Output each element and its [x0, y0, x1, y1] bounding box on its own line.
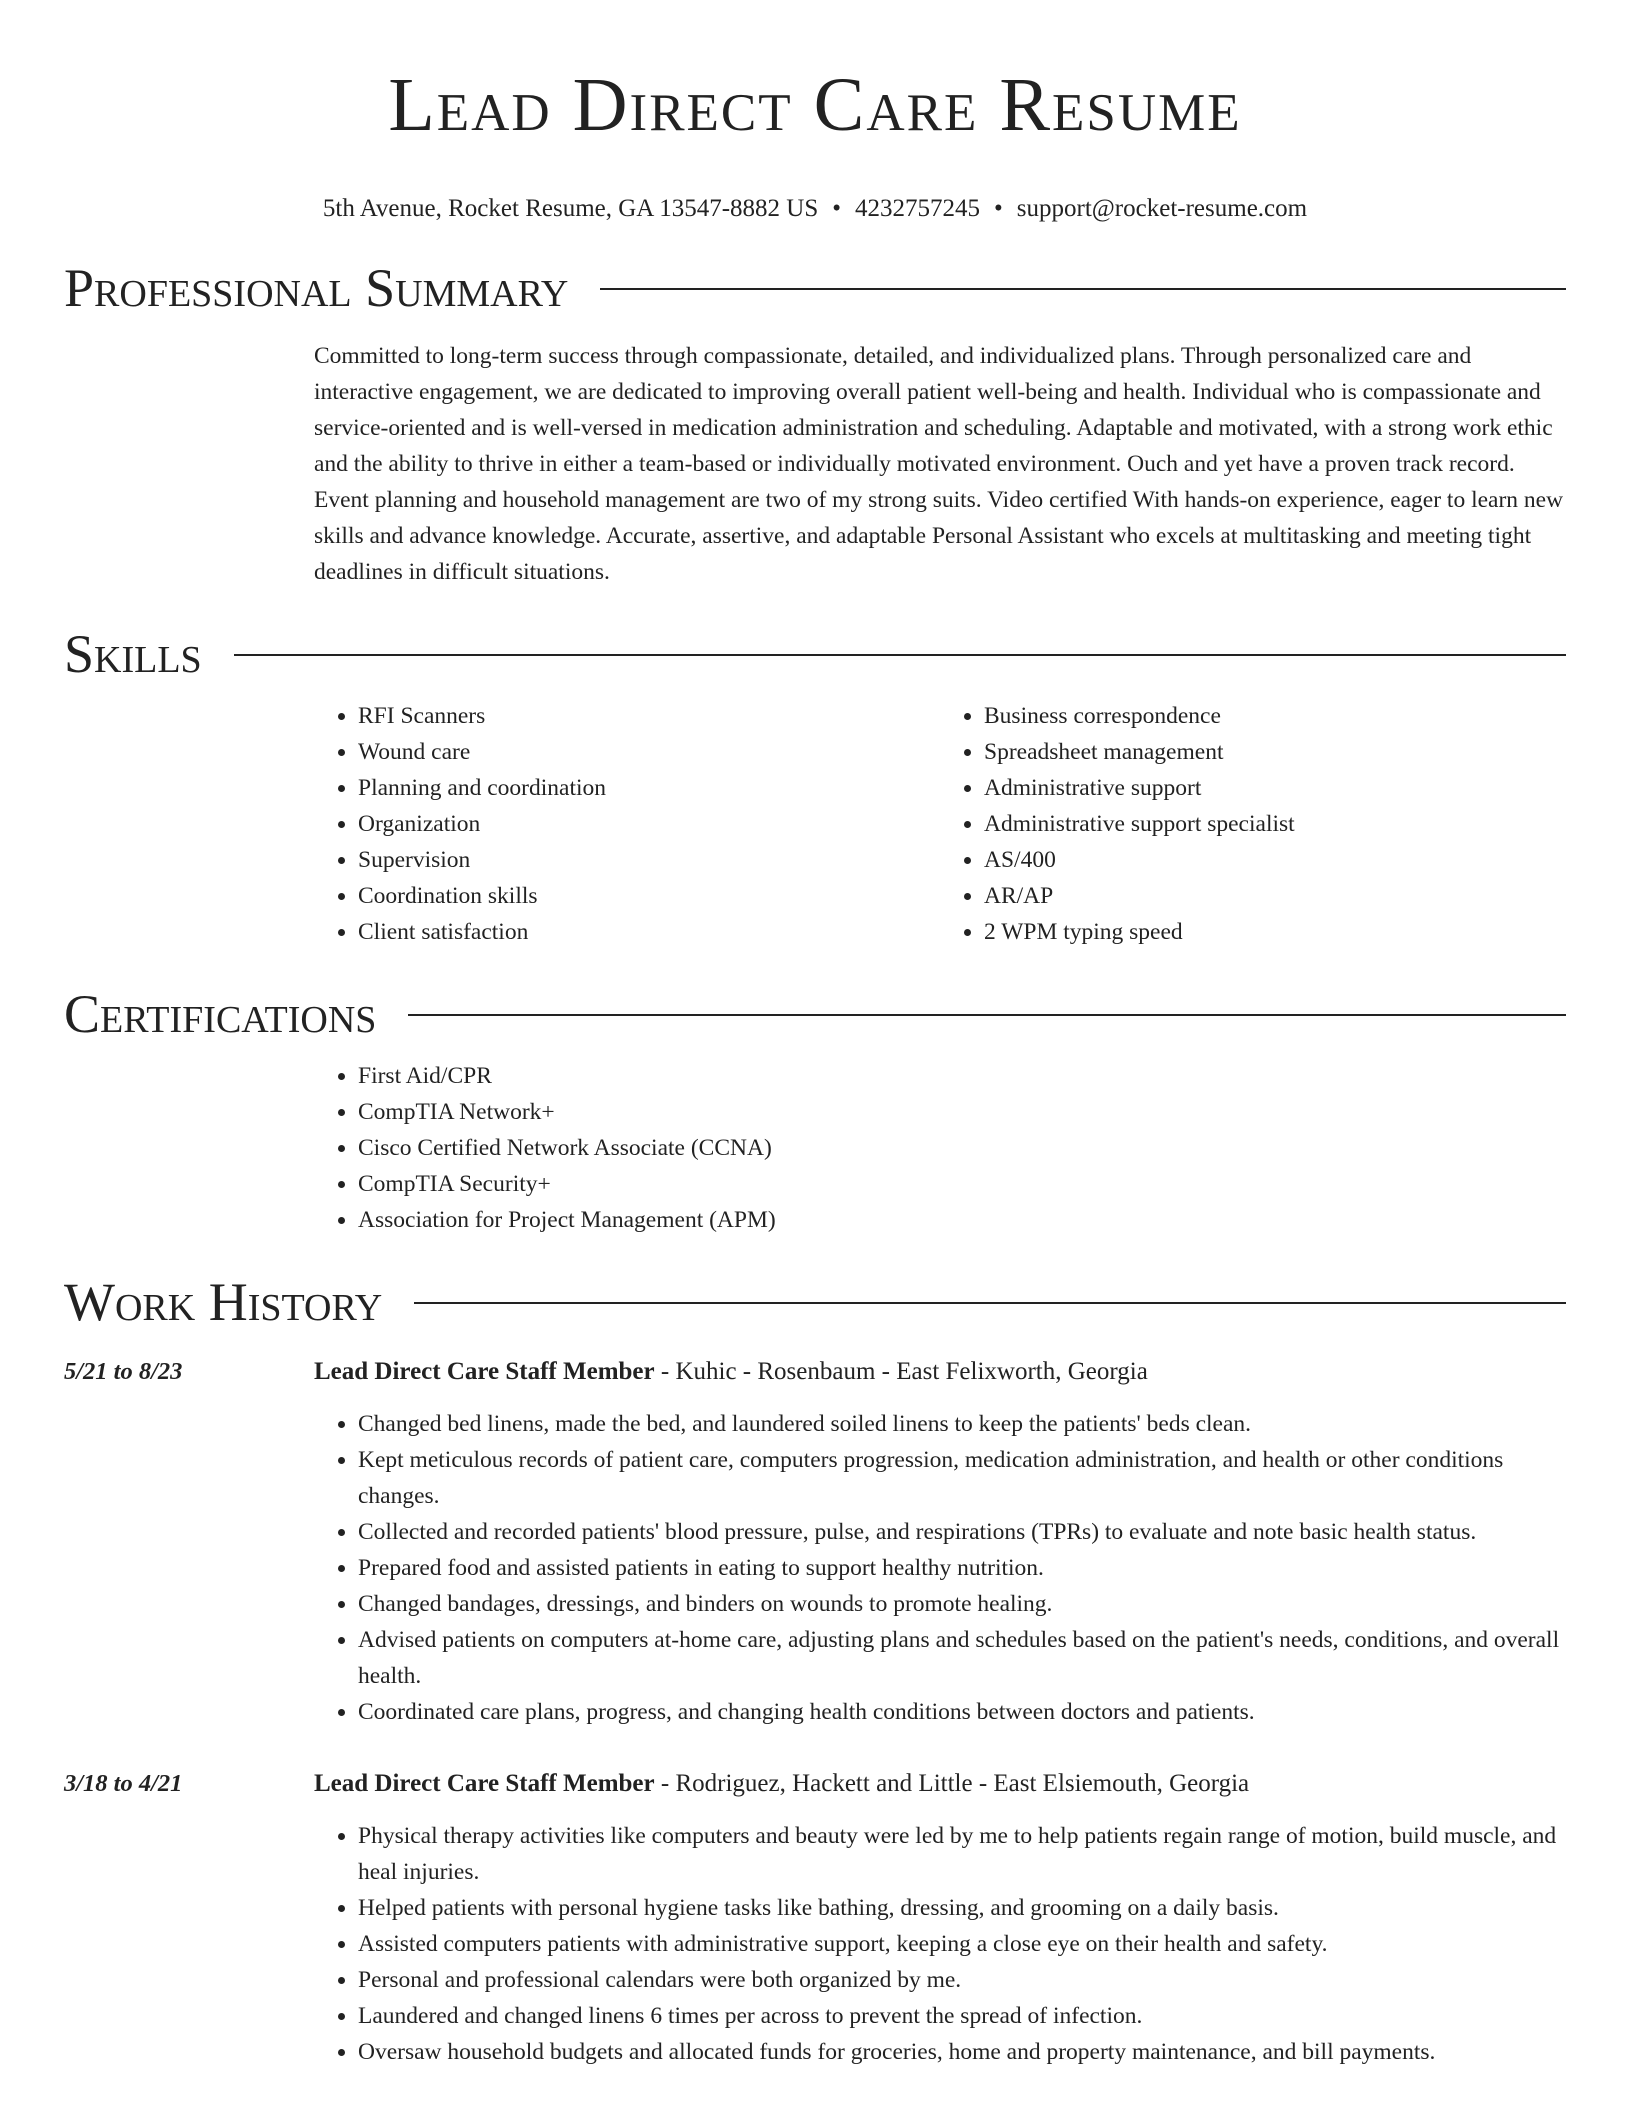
- job-employer: - Rodriguez, Hackett and Little - East Elsiemouth, Georgia: [654, 1770, 1250, 1797]
- job-details: [314, 1354, 1566, 1730]
- job-title: Lead Direct Care Staff Member: [314, 1358, 655, 1385]
- address: 5th Avenue, Rocket Resume, GA 13547-8882 US: [322, 195, 819, 222]
- job-bullet: • Changed bed linens, made the bed, and laundered soiled linens to keep the patients' beds clean.: [358, 1406, 1566, 1442]
- job-entry: [64, 1354, 1566, 1730]
- resume-title: Lead Direct Care Resume: [388, 63, 1242, 147]
- job-bullet: • Collected and recorded patients' blood pressure, pulse, and respirations (TPRs) to evaluate and note basic health status.: [358, 1514, 1566, 1550]
- summary-text: Committed to long-term success through compassionate, detailed, and individualized plans. Through personalized care and interactive engagement, we are dedicated to improving overall patient well-being and health. Individual who is compassionate and service-oriented and is well-versed in medication administration and scheduling. Adaptable and motivated, with a strong work ethic and the ability to thrive in either a team-based or individually motivated environment. Ouch and yet have a proven track record. Event planning and household management are two of my strong suits. Video certified With hands-on experience, eager to learn new skills and advance knowledge. Accurate, assertive, and adaptable Personal Assistant who excels at multitasking and meeting tight deadlines in difficult situations.: [314, 343, 1564, 585]
- job-entry: [64, 1766, 1566, 2070]
- section-divider: [600, 288, 1566, 290]
- skill-item: • Business correspondence: [984, 698, 1566, 734]
- contact-separator: •: [994, 195, 1003, 222]
- skills-body: [314, 698, 1566, 950]
- section-title: Certifications: [64, 984, 377, 1044]
- certification-item: • CompTIA Security+: [358, 1166, 1566, 1202]
- job-bullet: • Changed bandages, dressings, and binders on wounds to promote healing.: [358, 1586, 1566, 1622]
- skill-item: • Wound care: [358, 734, 940, 770]
- job-header: [314, 1354, 1566, 1390]
- certification-item: • CompTIA Network+: [358, 1094, 1566, 1130]
- job-header: [314, 1766, 1566, 1802]
- job-bullet: • Laundered and changed linens 6 times per across to prevent the spread of infection.: [358, 1998, 1566, 2034]
- skill-item: • Administrative support specialist: [984, 806, 1566, 842]
- job-employer: - Kuhic - Rosenbaum - East Felixworth, Georgia: [654, 1358, 1148, 1385]
- skill-item: • Spreadsheet management: [984, 734, 1566, 770]
- section-divider: [408, 1014, 1566, 1016]
- skills-section: [64, 624, 1566, 950]
- skill-item: • 2 WPM typing speed: [984, 914, 1566, 950]
- phone: 4232757245: [855, 195, 981, 222]
- section-divider: [414, 1302, 1566, 1304]
- skill-item: • AS/400: [984, 842, 1566, 878]
- skill-item: • Client satisfaction: [358, 914, 940, 950]
- email: support@rocket-resume.com: [1016, 195, 1308, 222]
- contact-separator: •: [832, 195, 842, 222]
- section-title: Skills: [64, 624, 202, 684]
- job-bullet: • Oversaw household budgets and allocated funds for groceries, home and property maintenance, and bill payments.: [358, 2034, 1566, 2070]
- job-bullet: • Prepared food and assisted patients in eating to support healthy nutrition.: [358, 1550, 1566, 1586]
- job-bullet: • Coordinated care plans, progress, and changing health conditions between doctors and patients.: [358, 1694, 1566, 1730]
- job-bullet: • Helped patients with personal hygiene tasks like bathing, dressing, and grooming on a daily basis.: [358, 1890, 1566, 1926]
- job-bullet: • Kept meticulous records of patient care, computers progression, medication administration, and health or other conditions changes.: [358, 1442, 1566, 1514]
- job-details: [314, 1766, 1566, 2070]
- section-divider: [234, 654, 1566, 656]
- section-header: [64, 1272, 1566, 1332]
- job-dates: 5/21 to 8/23: [64, 1358, 183, 1385]
- job-dates: 3/18 to 4/21: [64, 1770, 183, 1797]
- summary-section: [64, 258, 1566, 590]
- job-bullet: • Physical therapy activities like computers and beauty were led by me to help patients regain range of motion, build muscle, and heal injuries.: [358, 1818, 1566, 1890]
- certification-item: • Association for Project Management (APM): [358, 1202, 1566, 1238]
- skill-item: • RFI Scanners: [358, 698, 940, 734]
- job-bullet: • Advised patients on computers at-home care, adjusting plans and schedules based on the patient's needs, conditions, and overall health.: [358, 1622, 1566, 1694]
- skills-list-right: [940, 698, 1566, 950]
- skill-item: • AR/AP: [984, 878, 1566, 914]
- job-bullet: • Personal and professional calendars were both organized by me.: [358, 1962, 1566, 1998]
- job-title: Lead Direct Care Staff Member: [314, 1770, 655, 1797]
- section-header: [64, 984, 1566, 1044]
- section-header: [64, 258, 1566, 318]
- section-title: Professional Summary: [64, 258, 569, 318]
- summary-body: [314, 338, 1566, 590]
- contact-line: [64, 194, 1566, 224]
- job-bullets: [314, 1406, 1566, 1730]
- certification-item: • First Aid/CPR: [358, 1058, 1566, 1094]
- skills-list-left: [314, 698, 940, 950]
- certifications-body: [314, 1058, 1566, 1238]
- section-header: [64, 624, 1566, 684]
- skill-item: • Supervision: [358, 842, 940, 878]
- certifications-list: [314, 1058, 1566, 1238]
- skill-item: • Administrative support: [984, 770, 1566, 806]
- section-title: Work History: [64, 1272, 383, 1332]
- certification-item: • Cisco Certified Network Associate (CCNA): [358, 1130, 1566, 1166]
- certifications-section: [64, 984, 1566, 1238]
- skill-item: • Planning and coordination: [358, 770, 940, 806]
- job-bullets: [314, 1818, 1566, 2070]
- skill-item: • Coordination skills: [358, 878, 940, 914]
- skill-item: • Organization: [358, 806, 940, 842]
- work-history-section: [64, 1272, 1566, 2070]
- job-bullet: • Assisted computers patients with administrative support, keeping a close eye on their health and safety.: [358, 1926, 1566, 1962]
